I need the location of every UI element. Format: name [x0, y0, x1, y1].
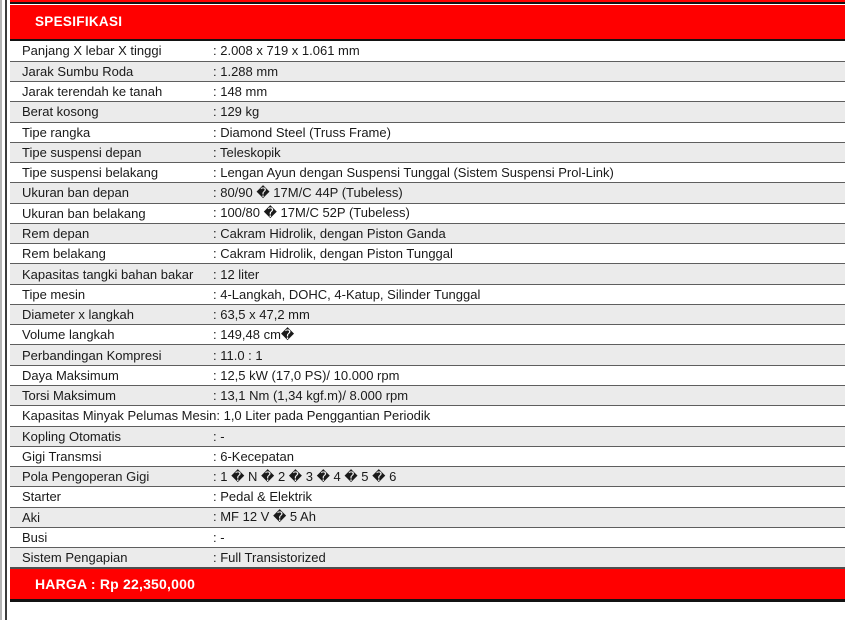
- spec-label: Tipe suspensi belakang: [22, 165, 159, 181]
- spec-label: Pola Pengoperan Gigi: [22, 469, 150, 485]
- price-bar: [10, 569, 845, 602]
- spec-value: : 13,1 Nm (1,34 kgf.m)/ 8.000 rpm: [213, 388, 409, 404]
- table-row: [10, 142, 845, 162]
- spec-value: : 11.0 : 1: [213, 347, 263, 363]
- table-row: [10, 547, 845, 567]
- spec-value: : Cakram Hidrolik, dengan Piston Tunggal: [213, 246, 453, 262]
- table-row: [10, 486, 845, 506]
- spec-label: Rem belakang: [22, 246, 106, 262]
- table-row: [10, 385, 845, 405]
- spec-value: : 1.288 mm: [213, 63, 279, 79]
- table-row: [10, 507, 845, 527]
- table-row: [10, 527, 845, 547]
- table-row: [10, 101, 845, 121]
- spec-value: : 149,48 cm�: [213, 326, 295, 342]
- spec-value: : 1,0 Liter pada Penggantian Periodik: [216, 408, 431, 424]
- spec-label: Berat kosong: [22, 104, 99, 120]
- spec-label: Kopling Otomatis: [22, 428, 121, 444]
- spec-label: Kapasitas Minyak Pelumas Mesin: [22, 408, 217, 424]
- spec-label: Starter: [22, 489, 62, 505]
- spec-label: Tipe mesin: [22, 286, 86, 302]
- spec-label: Aki: [22, 509, 41, 525]
- spec-label: Panjang X lebar X tinggi: [22, 43, 162, 59]
- spec-value: : 1 � N � 2 � 3 � 4 � 5 � 6: [213, 468, 397, 484]
- table-row: [10, 344, 845, 364]
- table-row: [10, 81, 845, 101]
- spec-value: : -: [213, 428, 225, 444]
- spec-content: [10, 0, 845, 602]
- table-row: [10, 324, 845, 344]
- spec-label: Perbandingan Kompresi: [22, 347, 162, 363]
- table-row: [10, 41, 845, 61]
- spec-value: : Pedal & Elektrik: [213, 489, 312, 505]
- table-row: [10, 304, 845, 324]
- spec-label: Volume langkah: [22, 327, 115, 343]
- spec-value: : 12,5 kW (17,0 PS)/ 10.000 rpm: [213, 367, 400, 383]
- spec-label: Daya Maksimum: [22, 367, 119, 383]
- table-row: [10, 203, 845, 223]
- spec-value: : Lengan Ayun dengan Suspensi Tunggal (Sistem Suspensi Prol-Link): [213, 165, 614, 181]
- spec-label: Ukuran ban depan: [22, 185, 129, 201]
- spec-label: Kapasitas tangki bahan bakar: [22, 266, 194, 282]
- table-row: [10, 243, 845, 263]
- spec-value: : 80/90 � 17M/C 44P (Tubeless): [213, 184, 403, 200]
- spec-value: : -: [213, 530, 225, 545]
- spec-header-bar: [10, 5, 845, 41]
- spec-value: : 63,5 x 47,2 mm: [213, 307, 310, 323]
- spec-value: : Full Transistorized: [213, 550, 326, 566]
- table-row: [10, 466, 845, 486]
- table-row: [10, 263, 845, 283]
- table-row: [10, 365, 845, 385]
- spec-label: Tipe rangka: [22, 124, 91, 140]
- top-red-strip: [10, 0, 845, 4]
- page-frame-outer-line: [0, 0, 2, 620]
- table-row: [10, 162, 845, 182]
- spec-label: Gigi Transmsi: [22, 448, 102, 464]
- spec-label: Rem depan: [22, 226, 90, 242]
- table-row: [10, 61, 845, 81]
- spec-value: : 2.008 x 719 x 1.061 mm: [213, 43, 360, 59]
- table-row: [10, 223, 845, 243]
- table-row: [10, 122, 845, 142]
- table-row: [10, 284, 845, 304]
- spec-value: : MF 12 V � 5 Ah: [213, 509, 316, 525]
- spec-value: : 12 liter: [213, 266, 260, 282]
- spec-value: : 4-Langkah, DOHC, 4-Katup, Silinder Tunggal: [213, 286, 481, 302]
- spec-label: Jarak Sumbu Roda: [22, 63, 134, 79]
- spec-value: : Cakram Hidrolik, dengan Piston Ganda: [213, 226, 446, 242]
- table-row: [10, 426, 845, 446]
- spec-label: Diameter x langkah: [22, 307, 134, 323]
- page-title: SPESIFIKASI: [35, 14, 123, 30]
- spec-value: : 148 mm: [213, 84, 268, 100]
- table-row: [10, 405, 845, 425]
- table-row: [10, 446, 845, 466]
- spec-label: Torsi Maksimum: [22, 388, 116, 404]
- spec-label: Busi: [22, 530, 48, 545]
- spec-label: Jarak terendah ke tanah: [22, 84, 163, 100]
- spec-label: Ukuran ban belakang: [22, 205, 146, 221]
- spec-label: Tipe suspensi depan: [22, 144, 142, 160]
- spec-table: [10, 41, 845, 570]
- spec-value: : 100/80 � 17M/C 52P (Tubeless): [213, 205, 410, 221]
- spec-value: : 129 kg: [213, 104, 260, 120]
- spec-value: : 6-Kecepatan: [213, 448, 294, 464]
- spec-value: : Diamond Steel (Truss Frame): [213, 124, 391, 140]
- price-label: HARGA : Rp 22,350,000: [35, 576, 196, 593]
- page-frame-inner-line: [5, 0, 7, 620]
- spec-label: Sistem Pengapian: [22, 550, 128, 566]
- table-row: [10, 182, 845, 202]
- spec-value: : Teleskopik: [213, 144, 281, 160]
